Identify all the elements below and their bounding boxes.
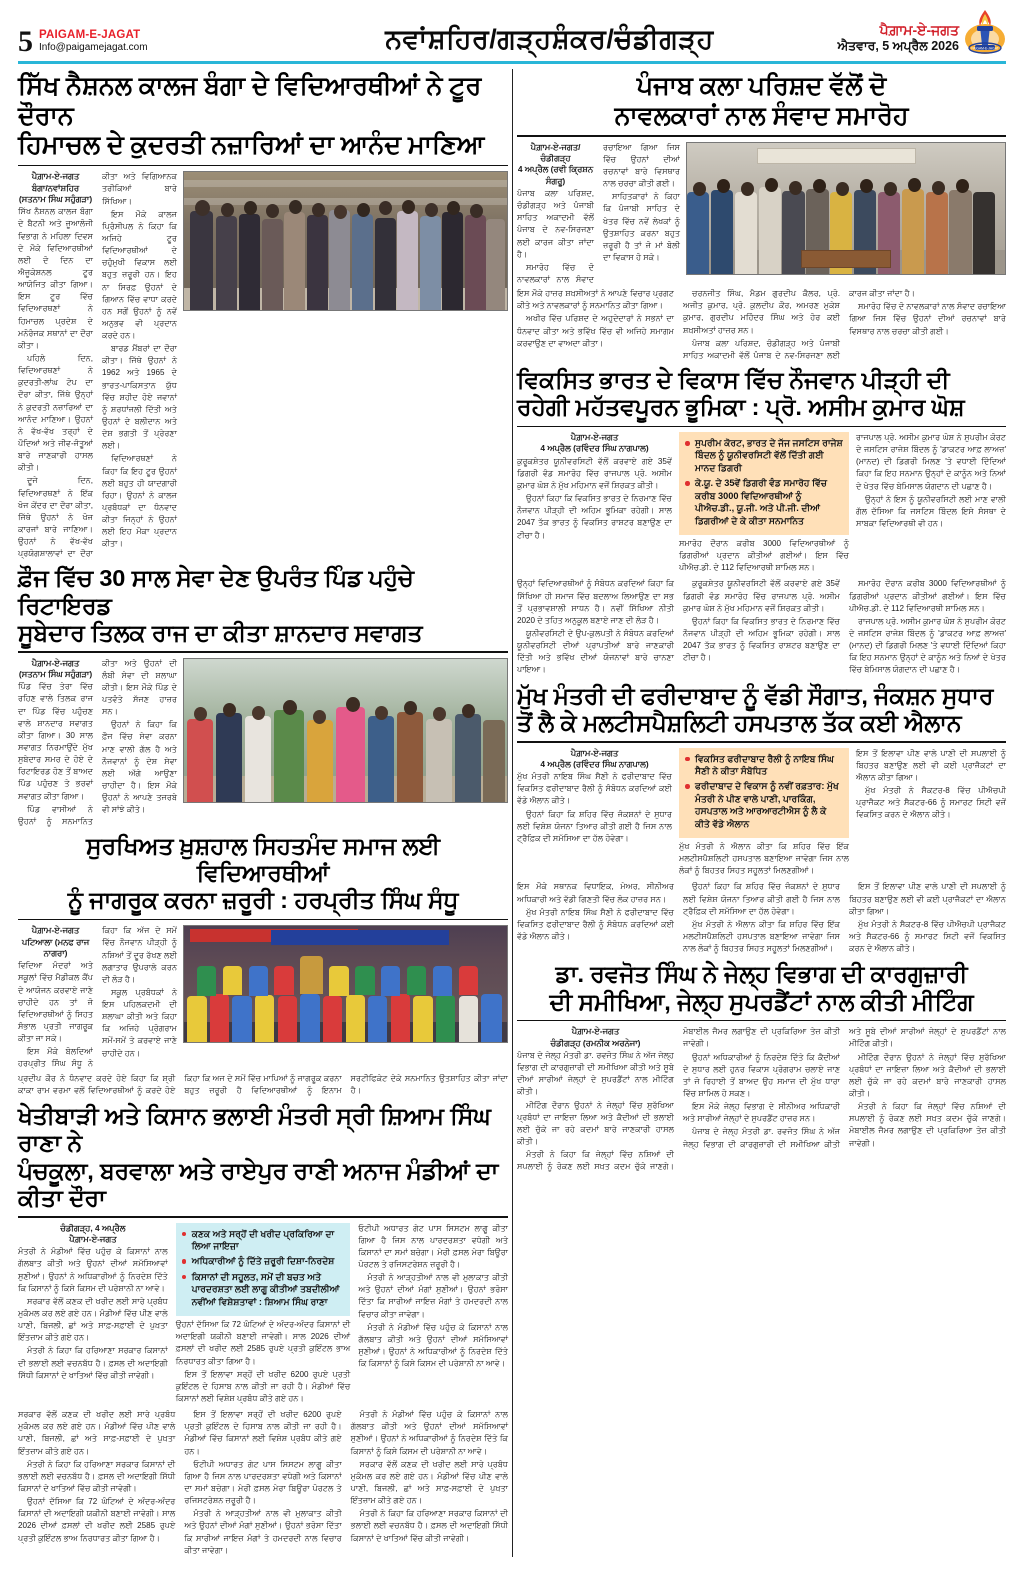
headline-line-1: ਡਾ. ਰਵਜੋਤ ਸਿੰਘ ਨੇ ਜੇਲ੍ਹ ਵਿਭਾਗ ਦੀ ਕਾਰਗੁਜ਼ਾਰੀ (555, 961, 968, 988)
article-body (517, 142, 680, 287)
headline-line-2: ਤੋਂ ਲੈ ਕੇ ਮਲਟੀਸਪੈਸ਼ਲਿਟੀ ਹਸਪਤਾਲ ਤੱਕ ਕਈ ਐਲਾਨ (517, 709, 962, 736)
paragraph: ਕੁਰੂਕਸ਼ੇਤਰ ਯੂਨੀਵਰਸਿਟੀ ਵੱਲੋਂ ਕਰਵਾਏ ਗਏ 35ਵੇਂ ਡਿਗਰੀ ਵੰਡ ਸਮਾਰੋਹ ਵਿੱਚ ਰਾਜਪਾਲ ਪ੍ਰੋ. ਅਸੀਮ ਕੁਮਾਰ ਘੋਸ਼ ਨੇ ਮੁੱਖ ਮਹਿਮਾਨ ਵਜੋਂ ਸ਼ਿਰਕਤ ਕੀਤੀ। (683, 579, 840, 613)
paragraph: ਮੰਤਰੀ ਨੇ ਮੰਡੀਆਂ ਵਿੱਚ ਪਹੁੰਚ ਕੇ ਕਿਸਾਨਾਂ ਨਾਲ ਗੱਲਬਾਤ ਕੀਤੀ ਅਤੇ ਉਹਨਾਂ ਦੀਆਂ ਸਮੱਸਿਆਵਾਂ ਸੁਣੀਆਂ। ਉਹਨਾਂ ਨੇ ਅਧਿਕਾਰੀਆਂ ਨੂੰ ਨਿਰਦੇਸ਼ ਦਿੱਤੇ ਕਿ ਕਿਸਾਨਾਂ ਨੂੰ ਕਿਸੇ ਕਿਸਮ ਦੀ ਪਰੇਸ਼ਾਨੀ ਨਾ ਆਵੇ। (350, 1410, 508, 1456)
article-lead-row (517, 432, 1006, 575)
headline-line-2: ਦੀ ਸਮੀਖਿਆ, ਜੇਲ੍ਹ ਸੁਪਰਡੈਂਟਾਂ ਨਾਲ ਕੀਤੀ ਮੀਟਿੰਗ (549, 988, 974, 1015)
article-headline (18, 72, 508, 161)
article-headline (517, 683, 1006, 738)
article-body (18, 1223, 168, 1382)
paragraph: ਇਸ ਮੌਕੇ ਹਾਜ਼ਰ ਸ਼ਖ਼ਸੀਅਤਾਂ ਨੇ ਆਪਣੇ ਵਿਚਾਰ ਪ੍ਰਗਟ ਕੀਤੇ ਅਤੇ ਨਾਵਲਕਾਰਾਂ ਨੂੰ ਸਨਮਾਨਿਤ ਕੀਤਾ ਗਿਆ। (517, 289, 674, 311)
bullet-item: ਸੁਪਰੀਮ ਕੋਰਟ, ਭਾਰਤ ਦੇ ਜੱਜ ਜਸਟਿਸ ਰਾਜੇਸ਼ ਬਿੰਦਲ ਨੂੰ ਯੂਨੀਵਰਸਿਟੀ ਵੱਲੋਂ ਦਿੱਤੀ ਗਈ ਮਾਨਦ ਡਿਗਰੀ (684, 437, 843, 474)
paragraph: ਮੰਤਰੀ ਨੇ ਮੰਡੀਆਂ ਵਿੱਚ ਪਹੁੰਚ ਕੇ ਕਿਸਾਨਾਂ ਨਾਲ ਗੱਲਬਾਤ ਕੀਤੀ ਅਤੇ ਉਹਨਾਂ ਦੀਆਂ ਸਮੱਸਿਆਵਾਂ ਸੁਣੀਆਂ। ਉਹਨਾਂ ਨੇ ਅਧਿਕਾਰੀਆਂ ਨੂੰ ਨਿਰਦੇਸ਼ ਦਿੱਤੇ ਕਿ ਕਿਸਾਨਾਂ ਨੂੰ ਕਿਸੇ ਕਿਸਮ ਦੀ ਪਰੇਸ਼ਾਨੀ ਨਾ ਆਵੇ। (18, 1247, 168, 1293)
paragraph: ਉਹਨਾਂ ਦੱਸਿਆ ਕਿ 72 ਘੰਟਿਆਂ ਦੇ ਅੰਦਰ-ਅੰਦਰ ਕਿਸਾਨਾਂ ਦੀ ਅਦਾਇਗੀ ਯਕੀਨੀ ਬਣਾਈ ਜਾਵੇਗੀ। ਸਾਲ 2026 ਦੀਆਂ ਫ਼ਸਲਾਂ ਦੀ ਖਰੀਦ ਲਈ 2585 ਰੁਪਏ ਪ੍ਰਤੀ ਕੁਇੰਟਲ ਭਾਅ ਨਿਰਧਾਰਤ ਕੀਤਾ ਗਿਆ ਹੈ। (18, 1497, 176, 1543)
paragraph: ਸਮਾਰੋਹ ਦੌਰਾਨ ਕਰੀਬ 3000 ਵਿਦਿਆਰਥੀਆਂ ਨੂੰ ਡਿਗਰੀਆਂ ਪ੍ਰਦਾਨ ਕੀਤੀਆਂ ਗਈਆਂ। ਇਸ ਵਿੱਚ ਪੀਐਚ.ਡੀ. ਦੇ 112 ਵਿਦਿਆਰਥੀ ਸ਼ਾਮਿਲ ਸਨ। (849, 579, 1006, 613)
paragraph: ਪੰਜਾਬ ਦੇ ਜੇਲ੍ਹ ਮੰਤਰੀ ਡਾ. ਰਵਜੋਤ ਸਿੰਘ ਨੇ ਅੱਜ ਜੇਲ੍ਹ ਵਿਭਾਗ ਦੀ ਕਾਰਗੁਜ਼ਾਰੀ ਦੀ ਸਮੀਖਿਆ ਕੀਤੀ ਅਤੇ ਸੂਬੇ ਦੀਆਂ ਸਾਰੀਆਂ ਜੇਲ੍ਹਾਂ ਦੇ ਸੁਪਰਡੈਂਟਾਂ ਨਾਲ ਮੀਟਿੰਗ ਕੀਤੀ। (517, 1050, 674, 1097)
dateline-kicker: ਪੈਗ਼ਾਮ-ਏ-ਜਗਤ (571, 1026, 620, 1037)
article-body-tail (517, 578, 1006, 676)
paragraph: ਸਿੱਖ ਨੈਸ਼ਨਲ ਕਾਲਜ ਬੰਗਾ ਦੇ ਬੈਟਨੀ ਅਤੇ ਜੂਆਲੋਜੀ ਵਿਭਾਗ ਨੇ ਮਹਿਲਾ ਦਿਵਸ ਦੇ ਮੌਕੇ ਵਿਦਿਆਰਥੀਆਂ ਲਈ ਦੋ ਦਿਨ ਦਾ ਐਜੂਕੇਸ਼ਨਲ ਟੂਰ ਆਯੋਜਿਤ ਕੀਤਾ ਗਿਆ। ਇਸ ਟੂਰ ਵਿੱਚ ਵਿਦਿਆਰਥਣਾਂ ਨੇ ਹਿਮਾਚਲ ਪ੍ਰਦੇਸ਼ ਦੇ ਮਨੋਰੰਜਕ ਸਥਾਨਾਂ ਦਾ ਦੌਰਾ ਕੀਤਾ। (18, 207, 93, 350)
dateline (18, 1223, 168, 1246)
paragraph: ਪਿੰਡ ਵਾਸੀਆਂ ਨੇ ਉਹਨਾਂ ਨੂੰ ਸਨਮਾਨਿਤ ਕੀਤਾ ਅਤੇ ਉਹਨਾਂ ਦੀ ਲੰਬੀ ਸੇਵਾ ਦੀ ਸ਼ਲਾਘਾ ਕੀਤੀ। ਇਸ ਮੌਕੇ ਪਿੰਡ ਦੇ ਪਤਵੰਤੇ ਸੱਜਣ ਹਾਜ਼ਰ ਸਨ। (18, 658, 177, 826)
dateline-place: 4 ਅਪ੍ਰੈਲ (ਰਵੀ ਕ੍ਰਿਸ਼ਨ ਸੰਗਰੂ) (517, 164, 594, 186)
headline-line-2: ਸੂਬੇਦਾਰ ਤਿਲਕ ਰਾਜ ਦਾ ਕੀਤਾ ਸ਼ਾਨਦਾਰ ਸਵਾਗਤ (18, 619, 423, 646)
bullet-item: ਵਿਕਸਿਤ ਫਰੀਦਾਬਾਦ ਰੈਲੀ ਨੂੰ ਨਾਇਬ ਸਿੰਘ ਸੈਣੀ ਨੇ ਕੀਤਾ ਸੰਬੋਧਿਤ (684, 753, 843, 778)
headline-rule (517, 426, 1006, 428)
paragraph: ਪ੍ਰਦੀਪ ਕੌਰ ਨੇ ਧੰਨਵਾਦ ਕਰਦੇ ਹੋਏ ਕਿਹਾ ਕਿ ਸ਼੍ਰੀ ਕਾਕਾ ਰਾਮ ਵਰਮਾ ਵਲੋਂ ਵਿਦਿਆਰਥੀਆਂ ਨੂੰ ਕਰਦੇ ਹੋਏ ਕਿਹਾ ਕਿ ਅਜ ਦੇ ਸਮੇਂ ਵਿੱਚ ਮਾਪਿਆਂ ਨੂੰ ਜਾਗਰੂਕ ਕਰਨਾ ਬਹੁਤ ਜ਼ਰੂਰੀ ਹੈ ਵਿਦਿਆਰਥੀਆਂ ਨੂੰ ਇਨਾਮ ਸਰਟੀਫਿਕੇਟ ਦੇਕੇ ਸਨਮਾਨਿਤ ਉਤਸ਼ਾਹਿਤ ਕੀਤਾ ਜਾਂਦਾ ਹੈ। (18, 1073, 508, 1095)
paragraph: ਓਟੀਪੀ ਅਧਾਰਤ ਗੇਟ ਪਾਸ ਸਿਸਟਮ ਲਾਗੂ ਕੀਤਾ ਗਿਆ ਹੈ ਜਿਸ ਨਾਲ ਪਾਰਦਰਸ਼ਤਾ ਵਧੇਗੀ ਅਤੇ ਕਿਸਾਨਾਂ ਦਾ ਸਮਾਂ ਬਚੇਗਾ। ਮੇਰੀ ਫ਼ਸਲ ਮੇਰਾ ਬਿਊਰਾ ਪੋਰਟਲ ਤੇ ਰਜਿਸਟਰੇਸ਼ਨ ਜ਼ਰੂਰੀ ਹੈ। (358, 1223, 508, 1270)
headline-rule (517, 1020, 1006, 1022)
article-college-tour (18, 72, 508, 560)
article-figure (686, 142, 1006, 275)
page-body (18, 69, 1006, 1557)
article-jail-review (517, 961, 1006, 1173)
dateline (18, 171, 93, 205)
dateline-place: ਬੰਗਾ/ਨਵਾਂਸ਼ਹਿਰ (ਸਤਨਾਮ ਸਿੰਘ ਸਹੁੰਗੜਾ) (18, 182, 93, 204)
headline-rule (517, 135, 1006, 137)
paragraph: ਮੁੱਖ ਮੰਤਰੀ ਨੇ ਐਲਾਨ ਕੀਤਾ ਕਿ ਸ਼ਹਿਰ ਵਿੱਚ ਇੱਕ ਮਲਟੀਸਪੈਸ਼ਲਿਟੀ ਹਸਪਤਾਲ ਬਣਾਇਆ ਜਾਵੇਗਾ ਜਿਸ ਨਾਲ ਲੋਕਾਂ ਨੂੰ ਬਿਹਤਰ ਸਿਹਤ ਸਹੂਲਤਾਂ ਮਿਲਣਗੀਆਂ। (683, 919, 840, 954)
article-figure (183, 658, 508, 803)
edition-line: ਨਵਾਂਸ਼ਹਿਰ/ਗੜ੍ਹਸ਼ੰਕਰ/ਚੰਡੀਗੜ੍ਹ (385, 24, 714, 54)
masthead-left (18, 24, 308, 59)
article-body-continued (18, 1073, 508, 1098)
svg-text:PAIGAM-E-JAGAT: PAIGAM-E-JAGAT (971, 46, 999, 51)
paragraph: ਇਸ ਮੌਕੇ ਜੇਲ੍ਹ ਵਿਭਾਗ ਦੇ ਸੀਨੀਅਰ ਅਧਿਕਾਰੀ ਅਤੇ ਸਾਰੀਆਂ ਜੇਲ੍ਹਾਂ ਦੇ ਸੁਪਰਡੈਂਟ ਹਾਜ਼ਰ ਸਨ। (683, 1102, 840, 1124)
paragraph: ਇਸ ਮੌਕੇ ਬੋਲਦਿਆਂ ਹਰਪ੍ਰੀਤ ਸਿੰਘ ਸੰਧੂ ਨੇ ਕਿਹਾ ਕਿ ਅੱਜ ਦੇ ਸਮੇਂ ਵਿੱਚ ਨੌਜਵਾਨ ਪੀੜ੍ਹੀ ਨੂੰ ਨਸ਼ਿਆਂ ਤੋਂ ਦੂਰ ਰੱਖਣ ਲਈ ਲਗਾਤਾਰ ਉਪਰਾਲੇ ਕਰਨ ਦੀ ਲੋੜ ਹੈ। (18, 926, 177, 1069)
paragraph: ਮੰਤਰੀ ਨੇ ਕਿਹਾ ਕਿ ਹਰਿਆਣਾ ਸਰਕਾਰ ਕਿਸਾਨਾਂ ਦੀ ਭਲਾਈ ਲਈ ਵਚਨਬੱਧ ਹੈ। ਫ਼ਸਲ ਦੀ ਅਦਾਇਗੀ ਸਿੱਧੀ ਕਿਸਾਨਾਂ ਦੇ ਖਾਤਿਆਂ ਵਿੱਚ ਕੀਤੀ ਜਾਵੇਗੀ। (18, 1459, 176, 1493)
article-body-under-box (679, 841, 849, 877)
article-body (856, 432, 1006, 530)
article-right-column (358, 1223, 508, 1372)
paragraph: ਓਟੀਪੀ ਅਧਾਰਤ ਗੇਟ ਪਾਸ ਸਿਸਟਮ ਲਾਗੂ ਕੀਤਾ ਗਿਆ ਹੈ ਜਿਸ ਨਾਲ ਪਾਰਦਰਸ਼ਤਾ ਵਧੇਗੀ ਅਤੇ ਕਿਸਾਨਾਂ ਦਾ ਸਮਾਂ ਬਚੇਗਾ। ਮੇਰੀ ਫ਼ਸਲ ਮੇਰਾ ਬਿਊਰਾ ਪੋਰਟਲ ਤੇ ਰਜਿਸਟਰੇਸ਼ਨ ਜ਼ਰੂਰੀ ਹੈ। (184, 1459, 342, 1506)
paragraph: ਇਸ ਮੌਕੇ ਸਥਾਨਕ ਵਿਧਾਇਕ, ਮੇਅਰ, ਸੀਨੀਅਰ ਅਧਿਕਾਰੀ ਅਤੇ ਵੱਡੀ ਗਿਣਤੀ ਵਿੱਚ ਲੋਕ ਹਾਜ਼ਰ ਸਨ। (517, 882, 674, 904)
paragraph: ਅਖੀਰ ਵਿੱਚ ਪਰਿਸ਼ਦ ਦੇ ਅਹੁਦੇਦਾਰਾਂ ਨੇ ਸਭਨਾਂ ਦਾ ਧੰਨਵਾਦ ਕੀਤਾ ਅਤੇ ਭਵਿੱਖ ਵਿੱਚ ਵੀ ਅਜਿਹੇ ਸਮਾਗਮ ਕਰਵਾਉਣ ਦਾ ਵਾਅਦਾ ਕੀਤਾ। (517, 314, 674, 348)
article-body (517, 1026, 1006, 1173)
paragraph: ਬਾਰਡ ਮੈਂਬਰਾਂ ਦਾ ਦੌਰਾ ਕੀਤਾ। ਜਿੱਥੇ ਉਹਨਾਂ ਨੇ 1962 ਅਤੇ 1965 ਦੇ ਭਾਰਤ-ਪਾਕਿਸਤਾਨ ਯੁੱਧ ਵਿੱਚ ਸ਼ਹੀਦ ਹੋਏ ਜਵਾਨਾਂ ਨੂੰ ਸ਼ਰਧਾਂਜਲੀ ਦਿੱਤੀ ਅਤੇ ਉਹਨਾਂ ਦੇ ਬਲੀਦਾਨ ਅਤੇ ਦੇਸ਼ ਭਗਤੀ ਤੋਂ ਪ੍ਰੇਰਣਾ ਲਈ। (102, 344, 177, 451)
paragraph: ਰਾਜਪਾਲ ਪ੍ਰੋ. ਅਸੀਮ ਕੁਮਾਰ ਘੋਸ਼ ਨੇ ਸੁਪਰੀਮ ਕੋਰਟ ਦੇ ਜਸਟਿਸ ਰਾਜੇਸ਼ ਬਿੰਦਲ ਨੂੰ 'ਡਾਕਟਰ ਆਫ਼ ਲਾਅਜ਼' (ਮਾਨਦ) ਦੀ ਡਿਗਰੀ ਮਿਲਣ 'ਤੇ ਵਧਾਈ ਦਿੰਦਿਆਂ ਕਿਹਾ ਕਿ ਇਹ ਸਨਮਾਨ ਉਨ੍ਹਾਂ ਦੇ ਕਾਨੂੰਨ ਅਤੇ ਨਿਆਂ ਦੇ ਖੇਤਰ ਵਿੱਚ ਬੇਮਿਸਾਲ ਯੋਗਦਾਨ ਦੀ ਪਛਾਣ ਹੈ। (849, 616, 1006, 675)
paragraph: ਰਾਜਪਾਲ ਪ੍ਰੋ. ਅਸੀਮ ਕੁਮਾਰ ਘੋਸ਼ ਨੇ ਸੁਪਰੀਮ ਕੋਰਟ ਦੇ ਜਸਟਿਸ ਰਾਜੇਸ਼ ਬਿੰਦਲ ਨੂੰ 'ਡਾਕਟਰ ਆਫ਼ ਲਾਅਜ਼' (ਮਾਨਦ) ਦੀ ਡਿਗਰੀ ਮਿਲਣ 'ਤੇ ਵਧਾਈ ਦਿੰਦਿਆਂ ਕਿਹਾ ਕਿ ਇਹ ਸਨਮਾਨ ਉਨ੍ਹਾਂ ਦੇ ਕਾਨੂੰਨ ਅਤੇ ਨਿਆਂ ਦੇ ਖੇਤਰ ਵਿੱਚ ਬੇਮਿਸਾਲ ਯੋਗਦਾਨ ਦੀ ਪਛਾਣ ਹੈ। (856, 433, 1006, 491)
paragraph: ਇਸ ਮੌਕੇ ਕਾਲਜ ਪ੍ਰਿੰਸੀਪਲ ਨੇ ਕਿਹਾ ਕਿ ਅਜਿਹੇ ਟੂਰ ਵਿਦਿਆਰਥੀਆਂ ਦੇ ਚਹੁੰਮੁਖੀ ਵਿਕਾਸ ਲਈ ਬਹੁਤ ਜ਼ਰੂਰੀ ਹਨ। ਇਹ ਨਾ ਸਿਰਫ਼ ਉਹਨਾਂ ਦੇ ਗਿਆਨ ਵਿੱਚ ਵਾਧਾ ਕਰਦੇ ਹਨ ਸਗੋਂ ਉਹਨਾਂ ਨੂੰ ਨਵੇਂ ਅਨੁਭਵ ਵੀ ਪ੍ਰਦਾਨ ਕਰਦੇ ਹਨ। (102, 209, 177, 341)
article-figure (183, 925, 508, 1043)
paragraph: ਮੰਤਰੀ ਨੇ ਕਿਹਾ ਕਿ ਜੇਲ੍ਹਾਂ ਵਿੱਚ ਨਸ਼ਿਆਂ ਦੀ ਸਪਲਾਈ ਨੂੰ ਰੋਕਣ ਲਈ ਸਖ਼ਤ ਕਦਮ ਚੁੱਕੇ ਜਾਣਗੇ। ਮੋਬਾਈਲ ਜੈਮਰ ਲਗਾਉਣ ਦੀ ਪ੍ਰਕਿਰਿਆ ਤੇਜ਼ ਕੀਤੀ ਜਾਵੇਗੀ। (517, 1027, 840, 1172)
article-body-under-box (176, 1319, 351, 1405)
dateline-kicker: ਪੈਗ਼ਾਮ-ਏ-ਜਗਤ (69, 1233, 117, 1244)
paragraph: ਪੰਜਾਬ ਕਲਾ ਪਰਿਸ਼ਦ, ਚੰਡੀਗੜ੍ਹ ਅਤੇ ਪੰਜਾਬੀ ਸਾਹਿਤ ਅਕਾਦਮੀ ਵੱਲੋਂ ਪੰਜਾਬ ਦੇ ਨਵ-ਸਿਰਜਣਾ ਲਈ ਕਾਰਜ ਕੀਤਾ ਜਾਂਦਾ ਹੈ। (683, 289, 916, 360)
paragraph: ਉਹਨਾਂ ਕਿਹਾ ਕਿ ਵਿਕਸਿਤ ਭਾਰਤ ਦੇ ਨਿਰਮਾਣ ਵਿੱਚ ਨੌਜਵਾਨ ਪੀੜ੍ਹੀ ਦੀ ਅਹਿਮ ਭੂਮਿਕਾ ਰਹੇਗੀ। ਸਾਲ 2047 ਤੱਕ ਭਾਰਤ ਨੂੰ ਵਿਕਸਿਤ ਰਾਸ਼ਟਰ ਬਣਾਉਣ ਦਾ ਟੀਚਾ ਹੈ। (683, 616, 840, 663)
headline-line-1: ਵਿਕਸਿਤ ਭਾਰਤ ਦੇ ਵਿਕਾਸ ਵਿੱਚ ਨੌਜਵਾਨ ਪੀੜ੍ਹੀ ਦੀ (517, 367, 950, 393)
dateline-place: ਪਟਿਆਲਾ (ਮਨਫ ਰਾਜ ਨਾਗਰਾ) (21, 936, 90, 958)
column-divider (508, 69, 517, 1557)
paragraph: ਮੁੱਖ ਮੰਤਰੀ ਨੇ ਐਲਾਨ ਕੀਤਾ ਕਿ ਸ਼ਹਿਰ ਵਿੱਚ ਇੱਕ ਮਲਟੀਸਪੈਸ਼ਲਿਟੀ ਹਸਪਤਾਲ ਬਣਾਇਆ ਜਾਵੇਗਾ ਜਿਸ ਨਾਲ ਲੋਕਾਂ ਨੂੰ ਬਿਹਤਰ ਸਿਹਤ ਸਹੂਲਤਾਂ ਮਿਲਣਗੀਆਂ। (679, 842, 849, 876)
article-lead-column (517, 432, 672, 543)
paragraph: ਸਮਾਰੋਹ ਦੌਰਾਨ ਕਰੀਬ 3000 ਵਿਦਿਆਰਥੀਆਂ ਨੂੰ ਡਿਗਰੀਆਂ ਪ੍ਰਦਾਨ ਕੀਤੀਆਂ ਗਈਆਂ। ਇਸ ਵਿੱਚ ਪੀਐਚ.ਡੀ. ਦੇ 112 ਵਿਦਿਆਰਥੀ ਸ਼ਾਮਿਲ ਸਨ। (679, 538, 849, 573)
headline-line-2: ਰਹੇਗੀ ਮਹੱਤਵਪੂਰਨ ਭੂਮਿਕਾ : ਪ੍ਰੋ. ਅਸੀਮ ਕੁਮਾਰ ਘੋਸ਼ (517, 394, 965, 421)
dateline-kicker: ਪੈਗ਼ਾਮ-ਏ-ਜਗਤ (31, 925, 80, 936)
headline-rule (517, 741, 1006, 743)
highlight-box-university (679, 432, 849, 535)
paragraph: ਪਹਿਲੇ ਦਿਨ, ਵਿਦਿਆਰਥਣਾਂ ਨੇ ਕੁਦਰਤੀ-ਲਾਂਘ ਟੋਪ ਦਾ ਦੌਰਾ ਕੀਤਾ, ਜਿੱਥੇ ਉਨ੍ਹਾਂ ਨੇ ਕੁਦਰਤੀ ਨਜ਼ਾਰਿਆਂ ਦਾ ਆਨੰਦ ਮਾਣਿਆ। ਉਹਨਾਂ ਨੇ ਵੱਖ-ਵੱਖ ਤਰ੍ਹਾਂ ਦੇ ਪੌਦਿਆਂ ਅਤੇ ਜੀਵ-ਜੰਤੂਆਂ ਬਾਰੇ ਜਾਣਕਾਰੀ ਹਾਸਲ ਕੀਤੀ। (18, 353, 93, 473)
bullet-item: ਕੇ.ਯੂ. ਦੇ 35ਵੇਂ ਡਿਗਰੀ ਵੰਡ ਸਮਾਰੋਹ ਵਿੱਚ ਕਰੀਬ 3000 ਵਿਦਿਆਰਥੀਆਂ ਨੂੰ ਪੀਐਚ.ਡੀ., ਯੂ.ਜੀ. ਅਤੇ ਪੀ.ਜੀ. ਦੀਆਂ ਡਿਗਰੀਆਂ ਦੇ ਕੇ ਕੀਤਾ ਸਨਮਾਨਿਤ (684, 477, 843, 527)
paragraph: ਸਰਕਾਰ ਵੱਲੋਂ ਕਣਕ ਦੀ ਖਰੀਦ ਲਈ ਸਾਰੇ ਪ੍ਰਬੰਧ ਮੁਕੰਮਲ ਕਰ ਲਏ ਗਏ ਹਨ। ਮੰਡੀਆਂ ਵਿੱਚ ਪੀਣ ਵਾਲੇ ਪਾਣੀ, ਬਿਜਲੀ, ਛਾਂ ਅਤੇ ਸਾਫ਼-ਸਫ਼ਾਈ ਦੇ ਪੁਖ਼ਤਾ ਇੰਤਜ਼ਾਮ ਕੀਤੇ ਗਏ ਹਨ। (18, 1296, 168, 1343)
headline-line-1: ਫ਼ੌਜ ਵਿੱਚ 30 ਸਾਲ ਸੇਵਾ ਦੇਣ ਉਪਰੰਤ ਪਿੰਡ ਪਹੁੰਚੇ ਰਿਟਾਇਰਡ (18, 565, 414, 619)
article-lead-column (517, 748, 672, 847)
paragraph: ਵਿਦਿਆਰਥਣਾਂ ਨੇ ਕਿਹਾ ਕਿ ਇਹ ਟੂਰ ਉਹਨਾਂ ਲਈ ਬਹੁਤ ਹੀ ਯਾਦਗਾਰੀ ਰਿਹਾ। ਉਹਨਾਂ ਨੇ ਕਾਲਜ ਪ੍ਰਬੰਧਕਾਂ ਦਾ ਧੰਨਵਾਦ ਕੀਤਾ ਜਿਨ੍ਹਾਂ ਨੇ ਉਹਨਾਂ ਲਈ ਇਹ ਮੌਕਾ ਪ੍ਰਦਾਨ ਕੀਤਾ। (102, 454, 177, 549)
paragraph: ਮੰਤਰੀ ਨੇ ਆੜ੍ਹਤੀਆਂ ਨਾਲ ਵੀ ਮੁਲਾਕਾਤ ਕੀਤੀ ਅਤੇ ਉਹਨਾਂ ਦੀਆਂ ਮੰਗਾਂ ਸੁਣੀਆਂ। ਉਹਨਾਂ ਭਰੋਸਾ ਦਿੱਤਾ ਕਿ ਸਾਰੀਆਂ ਜਾਇਜ਼ ਮੰਗਾਂ ਤੇ ਹਮਦਰਦੀ ਨਾਲ ਵਿਚਾਰ ਕੀਤਾ ਜਾਵੇਗਾ। (184, 1509, 342, 1555)
headline-line-2: ਨਾਵਲਕਾਰਾਂ ਨਾਲ ਸੰਵਾਦ ਸਮਾਰੋਹ (614, 101, 909, 130)
dateline-place: 4 ਅਪ੍ਰੈਲ (ਰਵਿੰਦਰ ਸਿੰਘ ਨਾਗਪਾਲ) (540, 443, 649, 454)
paragraph: ਇਸ ਤੋਂ ਇਲਾਵਾ ਪੀਣ ਵਾਲੇ ਪਾਣੀ ਦੀ ਸਪਲਾਈ ਨੂੰ ਬਿਹਤਰ ਬਣਾਉਣ ਲਈ ਵੀ ਕਈ ਪ੍ਰਾਜੈਕਟਾਂ ਦਾ ਐਲਾਨ ਕੀਤਾ ਗਿਆ। (856, 748, 1006, 782)
headline-line-1: ਸੁਰਖਿਅਤ ਖ਼ੁਸ਼ਹਾਲ ਸਿਹਤਮੰਦ ਸਮਾਜ ਲਈ ਵਿਦਿਆਰਥੀਆਂ (86, 832, 440, 887)
article-student-awareness (18, 833, 508, 1097)
paragraph: ਮੀਟਿੰਗ ਦੌਰਾਨ ਉਹਨਾਂ ਨੇ ਜੇਲ੍ਹਾਂ ਵਿੱਚ ਸੁਰੱਖਿਆ ਪ੍ਰਬੰਧਾਂ ਦਾ ਜਾਇਜ਼ਾ ਲਿਆ ਅਤੇ ਕੈਦੀਆਂ ਦੀ ਭਲਾਈ ਲਈ ਚੁੱਕੇ ਜਾ ਰਹੇ ਕਦਮਾਂ ਬਾਰੇ ਜਾਣਕਾਰੀ ਹਾਸਲ ਕੀਤੀ। (517, 1100, 674, 1146)
highlight-box-agriculture (176, 1223, 351, 1317)
paragraph: ਇਸ ਤੋਂ ਇਲਾਵਾ ਸਰ੍ਹੋਂ ਦੀ ਖਰੀਦ 6200 ਰੁਪਏ ਪ੍ਰਤੀ ਕੁਇੰਟਲ ਦੇ ਹਿਸਾਬ ਨਾਲ ਕੀਤੀ ਜਾ ਰਹੀ ਹੈ। ਮੰਡੀਆਂ ਵਿੱਚ ਕਿਸਾਨਾਂ ਲਈ ਵਿਸ਼ੇਸ਼ ਪ੍ਰਬੰਧ ਕੀਤੇ ਗਏ ਹਨ। (175, 1369, 351, 1404)
article-lead-row (18, 1223, 508, 1407)
headline-rule (18, 1216, 508, 1218)
highlight-box-wrapper (176, 1223, 351, 1407)
torch-logo-icon (964, 9, 1006, 55)
photo-seminar-group (686, 142, 1006, 275)
dateline-kicker: ਪੈਗ਼ਾਮ-ਏ-ਜਗਤ (570, 747, 619, 758)
paragraph: ਮੰਤਰੀ ਨੇ ਮੰਡੀਆਂ ਵਿੱਚ ਪਹੁੰਚ ਕੇ ਕਿਸਾਨਾਂ ਨਾਲ ਗੱਲਬਾਤ ਕੀਤੀ ਅਤੇ ਉਹਨਾਂ ਦੀਆਂ ਸਮੱਸਿਆਵਾਂ ਸੁਣੀਆਂ। ਉਹਨਾਂ ਨੇ ਅਧਿਕਾਰੀਆਂ ਨੂੰ ਨਿਰਦੇਸ਼ ਦਿੱਤੇ ਕਿ ਕਿਸਾਨਾਂ ਨੂੰ ਕਿਸੇ ਕਿਸਮ ਦੀ ਪਰੇਸ਼ਾਨੀ ਨਾ ਆਵੇ। (358, 1322, 508, 1369)
paragraph: ਉਨ੍ਹਾਂ ਵਿਦਿਆਰਥੀਆਂ ਨੂੰ ਸੰਬੋਧਨ ਕਰਦਿਆਂ ਕਿਹਾ ਕਿ ਸਿੱਖਿਆ ਹੀ ਸਮਾਜ ਵਿੱਚ ਬਦਲਾਅ ਲਿਆਉਣ ਦਾ ਸਭ ਤੋਂ ਪ੍ਰਭਾਵਸ਼ਾਲੀ ਸਾਧਨ ਹੈ। ਨਵੀਂ ਸਿੱਖਿਆ ਨੀਤੀ 2020 ਦੇ ਤਹਿਤ ਅਨੁਕੂਲ ਬਣਾਏ ਜਾਣ ਦੀ ਲੋੜ ਹੈ। (517, 579, 674, 625)
paragraph: ਮੀਟਿੰਗ ਦੌਰਾਨ ਉਹਨਾਂ ਨੇ ਜੇਲ੍ਹਾਂ ਵਿੱਚ ਸੁਰੱਖਿਆ ਪ੍ਰਬੰਧਾਂ ਦਾ ਜਾਇਜ਼ਾ ਲਿਆ ਅਤੇ ਕੈਦੀਆਂ ਦੀ ਭਲਾਈ ਲਈ ਚੁੱਕੇ ਜਾ ਰਹੇ ਕਦਮਾਂ ਬਾਰੇ ਜਾਣਕਾਰੀ ਹਾਸਲ ਕੀਤੀ। (849, 1052, 1006, 1098)
article-right-column (856, 748, 1006, 823)
bullet-item: ਫਰੀਦਾਬਾਦ ਦੇ ਵਿਕਾਸ ਨੂੰ ਨਵੀਂ ਰਫ਼ਤਾਰ: ਮੁੱਖ ਮੰਤਰੀ ਨੇ ਪੀਣ ਵਾਲੇ ਪਾਣੀ, ਪਾਰਕਿੰਗ, ਹਸਪਤਾਲ ਅਤੇ ਆਰਆਰਟੀਐਸ ਨੂੰ ਲੈ ਕੇ ਕੀਤੇ ਵੱਡੇ ਐਲਾਨ (684, 780, 843, 830)
article-lead-column (18, 1223, 168, 1383)
headline-rule (18, 651, 508, 653)
paragraph: ਪੰਜਾਬ ਦੇ ਜੇਲ੍ਹ ਮੰਤਰੀ ਡਾ. ਰਵਜੋਤ ਸਿੰਘ ਨੇ ਅੱਜ ਜੇਲ੍ਹ ਵਿਭਾਗ ਦੀ ਕਾਰਗੁਜ਼ਾਰੀ ਦੀ ਸਮੀਖਿਆ ਕੀਤੀ ਅਤੇ ਸੂਬੇ ਦੀਆਂ ਸਾਰੀਆਂ ਜੇਲ੍ਹਾਂ ਦੇ ਸੁਪਰਡੈਂਟਾਂ ਨਾਲ ਮੀਟਿੰਗ ਕੀਤੀ। (683, 1027, 1006, 1149)
article-body (18, 171, 177, 560)
article-viksit-bharat (517, 367, 1006, 677)
date-line: ਐਤਵਾਰ, 5 ਅਪ੍ਰੈਲ 2026 (837, 39, 959, 54)
dateline-place: 4 ਅਪ੍ਰੈਲ (ਰਵਿੰਦਰ ਸਿੰਘ ਨਾਗਪਾਲ) (540, 758, 649, 769)
highlight-box-wrapper (679, 748, 849, 879)
bullet-list (181, 1228, 345, 1309)
article-body (358, 1223, 508, 1371)
paragraph: ਉਹਨਾਂ ਅਧਿਕਾਰੀਆਂ ਨੂੰ ਨਿਰਦੇਸ਼ ਦਿੱਤੇ ਕਿ ਕੈਦੀਆਂ ਦੇ ਸੁਧਾਰ ਲਈ ਹੁਨਰ ਵਿਕਾਸ ਪ੍ਰੋਗਰਾਮ ਚਲਾਏ ਜਾਣ ਤਾਂ ਜੋ ਰਿਹਾਈ ਤੋਂ ਬਾਅਦ ਉਹ ਸਮਾਜ ਦੀ ਮੁੱਖ ਧਾਰਾ ਵਿੱਚ ਸ਼ਾਮਿਲ ਹੋ ਸਕਣ। (683, 1052, 840, 1098)
paragraph: ਵਿਦਿਆ ਮੰਦਰਾਂ ਅਤੇ ਸਕੂਲਾਂ ਵਿੱਚ ਮੈਡੀਕਲ ਕੈਂਪ ਦੇ ਆਯੋਜਨ ਕਰਵਾਏ ਜਾਣੇ ਚਾਹੀਦੇ ਹਨ ਤਾਂ ਜੋ ਵਿਦਿਆਰਥੀਆਂ ਨੂੰ ਸਿਹਤ ਸੰਭਾਲ ਪ੍ਰਤੀ ਜਾਗਰੂਕ ਕੀਤਾ ਜਾ ਸਕੇ। (18, 961, 93, 1044)
article-headline (18, 1103, 508, 1212)
dateline (517, 748, 672, 771)
masthead-brand (39, 29, 148, 54)
paragraph: ਉਹਨਾਂ ਕਿਹਾ ਕਿ ਸ਼ਹਿਰ ਵਿੱਚ ਜੰਕਸ਼ਨਾਂ ਦੇ ਸੁਧਾਰ ਲਈ ਵਿਸ਼ੇਸ਼ ਯੋਜਨਾ ਤਿਆਰ ਕੀਤੀ ਗਈ ਹੈ ਜਿਸ ਨਾਲ ਟ੍ਰੈਫ਼ਿਕ ਦੀ ਸਮੱਸਿਆ ਦਾ ਹੱਲ ਹੋਵੇਗਾ। (517, 809, 672, 843)
paragraph: ਮੁੱਖ ਮੰਤਰੀ ਨੇ ਸੈਕਟਰ-8 ਵਿੱਚ ਪੀਐਚਪੀ ਪ੍ਰਾਜੈਕਟ ਅਤੇ ਸੈਕਟਰ-66 ਨੂੰ ਸਮਾਰਟ ਸਿਟੀ ਵਜੋਂ ਵਿਕਸਿਤ ਕਰਨ ਦੇ ਐਲਾਨ ਕੀਤੇ। (856, 785, 1006, 820)
dateline-kicker: ਪੈਗ਼ਾਮ-ਏ-ਜਗਤ (31, 657, 80, 668)
article-agriculture-minister (18, 1103, 508, 1557)
paragraph: ਮੰਤਰੀ ਨੇ ਕਿਹਾ ਕਿ ਹਰਿਆਣਾ ਸਰਕਾਰ ਕਿਸਾਨਾਂ ਦੀ ਭਲਾਈ ਲਈ ਵਚਨਬੱਧ ਹੈ। ਫ਼ਸਲ ਦੀ ਅਦਾਇਗੀ ਸਿੱਧੀ ਕਿਸਾਨਾਂ ਦੇ ਖਾਤਿਆਂ ਵਿੱਚ ਕੀਤੀ ਜਾਵੇਗੀ। (350, 1509, 508, 1543)
paragraph: ਇਸ ਤੋਂ ਇਲਾਵਾ ਪੀਣ ਵਾਲੇ ਪਾਣੀ ਦੀ ਸਪਲਾਈ ਨੂੰ ਬਿਹਤਰ ਬਣਾਉਣ ਲਈ ਵੀ ਕਈ ਪ੍ਰਾਜੈਕਟਾਂ ਦਾ ਐਲਾਨ ਕੀਤਾ ਗਿਆ। (849, 882, 1006, 916)
paragraph: ਸਕੂਲ ਪ੍ਰਬੰਧਕਾਂ ਨੇ ਇਸ ਪਹਿਲਕਦਮੀ ਦੀ ਸ਼ਲਾਘਾ ਕੀਤੀ ਅਤੇ ਕਿਹਾ ਕਿ ਅਜਿਹੇ ਪ੍ਰੋਗਰਾਮ ਸਮੇਂ-ਸਮੇਂ ਤੇ ਕਰਵਾਏ ਜਾਣੇ ਚਾਹੀਦੇ ਹਨ। (102, 987, 177, 1058)
article-headline (18, 833, 508, 915)
headline-line-1: ਪੰਜਾਬ ਕਲਾ ਪਰਿਸ਼ਦ ਵੱਲੋਂ ਦੋ (636, 72, 887, 100)
article-body (18, 925, 177, 1070)
masthead-rule (18, 61, 1006, 64)
photo-college-students (183, 171, 508, 311)
headline-line-2: ਨੂੰ ਜਾਗਰੂਕ ਕਰਨਾ ਜ਼ਰੂਰੀ : ਹਰਪ੍ਰੀਤ ਸਿੰਘ ਸੰਧੂ (67, 887, 459, 914)
dateline-place: (ਸਤਨਾਮ ਸਿੰਘ ਸਹੁੰਗੜਾ) (18, 668, 93, 679)
paragraph: ਚਰਨਜੀਤ ਸਿੰਘ, ਮੈਡਮ ਗੁਰਦੀਪ ਕੈਲਰ, ਪ੍ਰੋ. ਅਜੀਤ ਕੁਮਾਰ, ਪ੍ਰੋ. ਕੁਲਦੀਪ ਕੌਰ, ਅਮਰਣ ਮੁਕੇਸ਼ ਕੁਮਾਰ, ਗੁਰਦੀਪ ਮਹਿੰਦਰ ਸਿੰਘ ਅਤੇ ਹੋਰ ਕਈ ਸ਼ਖ਼ਸੀਅਤਾਂ ਹਾਜ਼ਰ ਸਨ। (683, 289, 840, 335)
article-body (517, 748, 672, 846)
article-kala-parishad (517, 72, 1006, 362)
brand-name: PAIGAM-E-JAGAT (39, 28, 141, 41)
paragraph: ਉਹਨਾਂ ਕਿਹਾ ਕਿ ਸ਼ਹਿਰ ਵਿੱਚ ਜੰਕਸ਼ਨਾਂ ਦੇ ਸੁਧਾਰ ਲਈ ਵਿਸ਼ੇਸ਼ ਯੋਜਨਾ ਤਿਆਰ ਕੀਤੀ ਗਈ ਹੈ ਜਿਸ ਨਾਲ ਟ੍ਰੈਫ਼ਿਕ ਦੀ ਸਮੱਸਿਆ ਦਾ ਹੱਲ ਹੋਵੇਗਾ। (683, 882, 840, 916)
article-body-continued (517, 288, 1006, 362)
dateline (517, 142, 594, 187)
dateline-place: ਚੰਡੀਗੜ੍ਹ (ਰਮਨੀਕ ਅਰਨੇਜਾ) (550, 1037, 641, 1048)
article-headline (18, 565, 508, 647)
article-headline (517, 961, 1006, 1016)
masthead-right-text (837, 22, 959, 55)
article-faridabad-cm (517, 683, 1006, 956)
headline-line-1: ਖੇਤੀਬਾੜੀ ਅਤੇ ਕਿਸਾਨ ਭਲਾਈ ਮੰਤਰੀ ਸ੍ਰੀ ਸ਼ਿਆਮ ਸਿੰਘ ਰਾਣਾ ਨੇ (18, 1103, 491, 1157)
paragraph: ਇਸ ਤੋਂ ਇਲਾਵਾ ਸਰ੍ਹੋਂ ਦੀ ਖਰੀਦ 6200 ਰੁਪਏ ਪ੍ਰਤੀ ਕੁਇੰਟਲ ਦੇ ਹਿਸਾਬ ਨਾਲ ਕੀਤੀ ਜਾ ਰਹੀ ਹੈ। ਮੰਡੀਆਂ ਵਿੱਚ ਕਿਸਾਨਾਂ ਲਈ ਵਿਸ਼ੇਸ਼ ਪ੍ਰਬੰਧ ਕੀਤੇ ਗਏ ਹਨ। (184, 1410, 342, 1456)
paragraph: ਮੁੱਖ ਮੰਤਰੀ ਨੇ ਸੈਕਟਰ-8 ਵਿੱਚ ਪੀਐਚਪੀ ਪ੍ਰਾਜੈਕਟ ਅਤੇ ਸੈਕਟਰ-66 ਨੂੰ ਸਮਾਰਟ ਸਿਟੀ ਵਜੋਂ ਵਿਕਸਿਤ ਕਰਨ ਦੇ ਐਲਾਨ ਕੀਤੇ। (849, 919, 1006, 954)
dateline (517, 1026, 674, 1049)
article-body (517, 432, 672, 542)
paragraph: ਉਹਨਾਂ ਨੇ ਕਿਹਾ ਕਿ ਫ਼ੌਜ ਵਿੱਚ ਸੇਵਾ ਕਰਨਾ ਮਾਣ ਵਾਲੀ ਗੱਲ ਹੈ ਅਤੇ ਨੌਜਵਾਨਾਂ ਨੂੰ ਦੇਸ਼ ਸੇਵਾ ਲਈ ਅੱਗੇ ਆਉਣਾ ਚਾਹੀਦਾ ਹੈ। ਇਸ ਮੌਕੇ ਉਹਨਾਂ ਨੇ ਆਪਣੇ ਤਜਰਬੇ ਵੀ ਸਾਂਝੇ ਕੀਤੇ। (102, 720, 177, 815)
article-figure (183, 171, 508, 311)
left-column (18, 69, 508, 1557)
dateline-kicker: ਪੈਗ਼ਾਮ-ਏ-ਜਗਤ (570, 432, 619, 442)
masthead-center (308, 24, 791, 58)
bullet-item: ਅਧਿਕਾਰੀਆਂ ਨੂੰ ਦਿੱਤੇ ਜ਼ਰੂਰੀ ਦਿਸ਼ਾ-ਨਿਰਦੇਸ਼ (181, 1255, 345, 1267)
bullet-item: ਕਿਸਾਨਾਂ ਦੀ ਸਹੂਲਤ, ਸਮੇਂ ਦੀ ਬਚਤ ਅਤੇ ਪਾਰਦਰਸ਼ਤਾ ਲਈ ਲਾਗੂ ਕੀਤੀਆਂ ਤਬਦੀਲੀਆਂ ਨਵੀਂਆਂ ਵਿਸ਼ੇਸ਼ਤਾਵਾਂ : ਸ਼ਿਆਮ ਸਿੰਘ ਰਾਣਾ (181, 1271, 345, 1308)
dateline (517, 432, 672, 455)
paragraph: ਮੁੱਖ ਮੰਤਰੀ ਨਾਇਬ ਸਿੰਘ ਸੈਣੀ ਨੇ ਫਰੀਦਾਬਾਦ ਵਿੱਚ ਵਿਕਸਿਤ ਫਰੀਦਾਬਾਦ ਰੈਲੀ ਨੂੰ ਸੰਬੋਧਨ ਕਰਦਿਆਂ ਕਈ ਵੱਡੇ ਐਲਾਨ ਕੀਤੇ। (517, 772, 672, 806)
paragraph: ਸਰਕਾਰ ਵੱਲੋਂ ਕਣਕ ਦੀ ਖਰੀਦ ਲਈ ਸਾਰੇ ਪ੍ਰਬੰਧ ਮੁਕੰਮਲ ਕਰ ਲਏ ਗਏ ਹਨ। ਮੰਡੀਆਂ ਵਿੱਚ ਪੀਣ ਵਾਲੇ ਪਾਣੀ, ਬਿਜਲੀ, ਛਾਂ ਅਤੇ ਸਾਫ਼-ਸਫ਼ਾਈ ਦੇ ਪੁਖ਼ਤਾ ਇੰਤਜ਼ਾਮ ਕੀਤੇ ਗਏ ਹਨ। (350, 1459, 508, 1506)
logo-text: ਪੈਗ਼ਾਮ-ਏ-ਜਗਤ (879, 21, 959, 38)
paragraph: ਉਹਨਾਂ ਕਿਹਾ ਕਿ ਵਿਕਸਿਤ ਭਾਰਤ ਦੇ ਨਿਰਮਾਣ ਵਿੱਚ ਨੌਜਵਾਨ ਪੀੜ੍ਹੀ ਦੀ ਅਹਿਮ ਭੂਮਿਕਾ ਰਹੇਗੀ। ਸਾਲ 2047 ਤੱਕ ਭਾਰਤ ਨੂੰ ਵਿਕਸਿਤ ਰਾਸ਼ਟਰ ਬਣਾਉਣ ਦਾ ਟੀਚਾ ਹੈ। (517, 494, 672, 540)
page-number: 5 (18, 24, 33, 58)
article-headline (517, 367, 1006, 422)
paragraph: ਪੰਜਾਬ ਕਲਾ ਪਰਿਸ਼ਦ, ਚੰਡੀਗੜ੍ਹ ਅਤੇ ਪੰਜਾਬੀ ਸਾਹਿਤ ਅਕਾਦਮੀ ਵੱਲੋਂ ਪੰਜਾਬ ਦੇ ਨਵ-ਸਿਰਜਣਾ ਲਈ ਕਾਰਜ ਕੀਤਾ ਜਾਂਦਾ ਹੈ। (517, 189, 594, 259)
article-subedar-welcome (18, 565, 508, 828)
headline-rule (18, 165, 508, 167)
paragraph: ਸਮਾਰੋਹ ਵਿੱਚ ਦੋ ਨਾਵਲਕਾਰਾਂ ਨਾਲ ਸੰਵਾਦ ਰਚਾਇਆ ਗਿਆ ਜਿਸ ਵਿੱਚ ਉਹਨਾਂ ਦੀਆਂ ਰਚਨਾਵਾਂ ਬਾਰੇ ਵਿਸਥਾਰ ਨਾਲ ਚਰਚਾ ਕੀਤੀ ਗਈ। (517, 142, 680, 285)
headline-line-1: ਸਿੱਖ ਨੈਸ਼ਨਲ ਕਾਲਜ ਬੰਗਾ ਦੇ ਵਿਦਿਆਰਥੀਆਂ ਨੇ ਟੂਰ ਦੌਰਾਨ (18, 72, 482, 130)
paragraph: ਦੂਜੇ ਦਿਨ, ਵਿਦਿਆਰਥਣਾਂ ਨੇ ਇੱਕ ਖੋਜ ਕੇਂਦਰ ਦਾ ਦੌਰਾ ਕੀਤਾ, ਜਿੱਥੇ ਉਹਨਾਂ ਨੇ ਖੋਜ ਕਾਰਜਾਂ ਬਾਰੇ ਜਾਣਿਆ। ਉਹਨਾਂ ਨੇ ਵੱਖ-ਵੱਖ ਪ੍ਰਯੋਗਸ਼ਾਲਾਵਾਂ ਦਾ ਦੌਰਾ ਕੀਤਾ ਅਤੇ ਵਿਗਿਆਨਕ ਤਰੀਕਿਆਂ ਬਾਰੇ ਸਿੱਖਿਆ। (18, 172, 177, 559)
paragraph: ਯੂਨੀਵਰਸਿਟੀ ਦੇ ਉਪ-ਕੁਲਪਤੀ ਨੇ ਸੰਬੋਧਨ ਕਰਦਿਆਂ ਯੂਨੀਵਰਸਿਟੀ ਦੀਆਂ ਪ੍ਰਾਪਤੀਆਂ ਬਾਰੇ ਜਾਣਕਾਰੀ ਦਿੱਤੀ ਅਤੇ ਭਵਿੱਖ ਦੀਆਂ ਯੋਜਨਾਵਾਂ ਬਾਰੇ ਚਾਨਣਾ ਪਾਇਆ। (517, 628, 674, 675)
masthead-right (791, 9, 1006, 58)
dateline-kicker: ਪੈਗ਼ਾਮ-ਏ-ਜਗਤ (31, 171, 80, 182)
article-body-tail (517, 881, 1006, 955)
article-headline (517, 72, 1006, 131)
dateline-place: ਚੰਡੀਗੜ੍ਹ, 4 ਅਪ੍ਰੈਲ (60, 1222, 126, 1233)
paragraph: ਮੰਤਰੀ ਨੇ ਕਿਹਾ ਕਿ ਜੇਲ੍ਹਾਂ ਵਿੱਚ ਨਸ਼ਿਆਂ ਦੀ ਸਪਲਾਈ ਨੂੰ ਰੋਕਣ ਲਈ ਸਖ਼ਤ ਕਦਮ ਚੁੱਕੇ ਜਾਣਗੇ। ਮੋਬਾਈਲ ਜੈਮਰ ਲਗਾਉਣ ਦੀ ਪ੍ਰਕਿਰਿਆ ਤੇਜ਼ ਕੀਤੀ ਜਾਵੇਗੀ। (849, 1102, 1006, 1148)
dateline (18, 658, 93, 681)
paragraph: ਸਮਾਰੋਹ ਵਿੱਚ ਦੋ ਨਾਵਲਕਾਰਾਂ ਨਾਲ ਸੰਵਾਦ ਰਚਾਇਆ ਗਿਆ ਜਿਸ ਵਿੱਚ ਉਹਨਾਂ ਦੀਆਂ ਰਚਨਾਵਾਂ ਬਾਰੇ ਵਿਸਥਾਰ ਨਾਲ ਚਰਚਾ ਕੀਤੀ ਗਈ। (849, 302, 1006, 336)
paragraph: ਉਨ੍ਹਾਂ ਨੇ ਇਸ ਨੂੰ ਯੂਨੀਵਰਸਿਟੀ ਲਈ ਮਾਣ ਵਾਲੀ ਗੱਲ ਦੱਸਿਆ ਕਿ ਜਸਟਿਸ ਬਿੰਦਲ ਇਸੇ ਸੰਸਥਾ ਦੇ ਸਾਬਕਾ ਵਿਦਿਆਰਥੀ ਵੀ ਹਨ। (856, 494, 1006, 528)
bullet-item: ਕਣਕ ਅਤੇ ਸਰ੍ਹੋਂ ਦੀ ਖਰੀਦ ਪ੍ਰਕਿਰਿਆ ਦਾ ਲਿਆ ਜਾਇਜ਼ਾ (181, 1228, 345, 1253)
headline-line-1: ਮੁੱਖ ਮੰਤਰੀ ਦੀ ਫਰੀਦਾਬਾਦ ਨੂੰ ਵੱਡੀ ਸੌਗਾਤ, ਜੰਕਸ਼ਨ ਸੁਧਾਰ (517, 682, 994, 709)
article-body (856, 748, 1006, 822)
article-right-column (856, 432, 1006, 531)
article-body-under-box (679, 538, 849, 574)
article-body (18, 658, 177, 828)
article-lead-row (517, 748, 1006, 879)
photo-school-children (183, 925, 508, 1043)
headline-line-2: ਪੰਚਕੂਲਾ, ਬਰਵਾਲਾ ਅਤੇ ਰਾਏਪੁਰ ਰਾਣੀ ਅਨਾਜ ਮੰਡੀਆਂ ਦਾ ਕੀਤਾ ਦੌਰਾ (18, 1157, 499, 1211)
right-column (517, 69, 1006, 1557)
brand-email: Info@paigamejagat.com (39, 41, 148, 53)
highlight-box-faridabad (679, 748, 849, 839)
masthead (18, 0, 1006, 58)
paragraph: ਉਹਨਾਂ ਦੱਸਿਆ ਕਿ 72 ਘੰਟਿਆਂ ਦੇ ਅੰਦਰ-ਅੰਦਰ ਕਿਸਾਨਾਂ ਦੀ ਅਦਾਇਗੀ ਯਕੀਨੀ ਬਣਾਈ ਜਾਵੇਗੀ। ਸਾਲ 2026 ਦੀਆਂ ਫ਼ਸਲਾਂ ਦੀ ਖਰੀਦ ਲਈ 2585 ਰੁਪਏ ਪ੍ਰਤੀ ਕੁਇੰਟਲ ਭਾਅ ਨਿਰਧਾਰਤ ਕੀਤਾ ਗਿਆ ਹੈ। (175, 1320, 351, 1366)
dateline-kicker: ਪੈਗ਼ਾਮ-ਏ-ਜਗਤ/ਚੰਡੀਗੜ੍ਹ (530, 141, 581, 163)
highlight-box-wrapper (679, 432, 849, 575)
paragraph: ਮੁੱਖ ਮੰਤਰੀ ਨਾਇਬ ਸਿੰਘ ਸੈਣੀ ਨੇ ਫਰੀਦਾਬਾਦ ਵਿੱਚ ਵਿਕਸਿਤ ਫਰੀਦਾਬਾਦ ਰੈਲੀ ਨੂੰ ਸੰਬੋਧਨ ਕਰਦਿਆਂ ਕਈ ਵੱਡੇ ਐਲਾਨ ਕੀਤੇ। (517, 907, 674, 942)
dateline (18, 925, 93, 959)
photo-village-welcome (183, 658, 508, 803)
paragraph: ਸਰਕਾਰ ਵੱਲੋਂ ਕਣਕ ਦੀ ਖਰੀਦ ਲਈ ਸਾਰੇ ਪ੍ਰਬੰਧ ਮੁਕੰਮਲ ਕਰ ਲਏ ਗਏ ਹਨ। ਮੰਡੀਆਂ ਵਿੱਚ ਪੀਣ ਵਾਲੇ ਪਾਣੀ, ਬਿਜਲੀ, ਛਾਂ ਅਤੇ ਸਾਫ਼-ਸਫ਼ਾਈ ਦੇ ਪੁਖ਼ਤਾ ਇੰਤਜ਼ਾਮ ਕੀਤੇ ਗਏ ਹਨ। (18, 1410, 176, 1456)
paragraph: ਸਾਹਿਤਕਾਰਾਂ ਨੇ ਕਿਹਾ ਕਿ ਪੰਜਾਬੀ ਸਾਹਿਤ ਦੇ ਖੇਤਰ ਵਿੱਚ ਨਵੇਂ ਲੇਖਕਾਂ ਨੂੰ ਉਤਸ਼ਾਹਿਤ ਕਰਨਾ ਬਹੁਤ ਜ਼ਰੂਰੀ ਹੈ ਤਾਂ ਜੋ ਮਾਂ ਬੋਲੀ ਦਾ ਵਿਕਾਸ ਹੋ ਸਕੇ। (603, 192, 680, 262)
article-body-tail (18, 1409, 508, 1557)
paragraph: ਮੰਤਰੀ ਨੇ ਕਿਹਾ ਕਿ ਹਰਿਆਣਾ ਸਰਕਾਰ ਕਿਸਾਨਾਂ ਦੀ ਭਲਾਈ ਲਈ ਵਚਨਬੱਧ ਹੈ। ਫ਼ਸਲ ਦੀ ਅਦਾਇਗੀ ਸਿੱਧੀ ਕਿਸਾਨਾਂ ਦੇ ਖਾਤਿਆਂ ਵਿੱਚ ਕੀਤੀ ਜਾਵੇਗੀ। (18, 1346, 168, 1380)
bullet-list (684, 437, 843, 527)
headline-line-2: ਹਿਮਾਚਲ ਦੇ ਕੁਦਰਤੀ ਨਜ਼ਾਰਿਆਂ ਦਾ ਆਨੰਦ ਮਾਣਿਆ (18, 131, 485, 160)
headline-rule (18, 919, 508, 921)
paragraph: ਪਿੰਡ ਵਿੱਚ ਤੇਰਾ ਵਿੱਚ ਰਹਿਣ ਵਾਲੇ ਤਿਲਕ ਰਾਜ ਦਾ ਪਿੰਡ ਵਿੱਚ ਪਹੁੰਚਣ ਵਾਲੇ ਸ਼ਾਨਦਾਰ ਸਵਾਗਤ ਕੀਤਾ ਗਿਆ। 30 ਸਾਲ ਸਵਾਗਤ ਨਿਰਮਾਉਂਦੇ ਮੁੱਖ ਸੁਬੇਦਾਰ ਸਮਰ ਦੇ ਹੋਏ ਦੇ ਰਿਟਾਇਰਡ ਹੋਣ ਤੋਂ ਬਾਅਦ ਪਿੰਡ ਪਹੁੰਚਣ ਤੇ ਭਰਵਾਂ ਸਵਾਗਤ ਕੀਤਾ ਗਿਆ। (18, 682, 93, 801)
paragraph: ਕੁਰੂਕਸ਼ੇਤਰ ਯੂਨੀਵਰਸਿਟੀ ਵੱਲੋਂ ਕਰਵਾਏ ਗਏ 35ਵੇਂ ਡਿਗਰੀ ਵੰਡ ਸਮਾਰੋਹ ਵਿੱਚ ਰਾਜਪਾਲ ਪ੍ਰੋ. ਅਸੀਮ ਕੁਮਾਰ ਘੋਸ਼ ਨੇ ਮੁੱਖ ਮਹਿਮਾਨ ਵਜੋਂ ਸ਼ਿਰਕਤ ਕੀਤੀ। (517, 456, 672, 490)
bullet-list (684, 753, 843, 831)
paragraph: ਮੰਤਰੀ ਨੇ ਆੜ੍ਹਤੀਆਂ ਨਾਲ ਵੀ ਮੁਲਾਕਾਤ ਕੀਤੀ ਅਤੇ ਉਹਨਾਂ ਦੀਆਂ ਮੰਗਾਂ ਸੁਣੀਆਂ। ਉਹਨਾਂ ਭਰੋਸਾ ਦਿੱਤਾ ਕਿ ਸਾਰੀਆਂ ਜਾਇਜ਼ ਮੰਗਾਂ ਤੇ ਹਮਦਰਦੀ ਨਾਲ ਵਿਚਾਰ ਕੀਤਾ ਜਾਵੇਗਾ। (358, 1273, 508, 1319)
